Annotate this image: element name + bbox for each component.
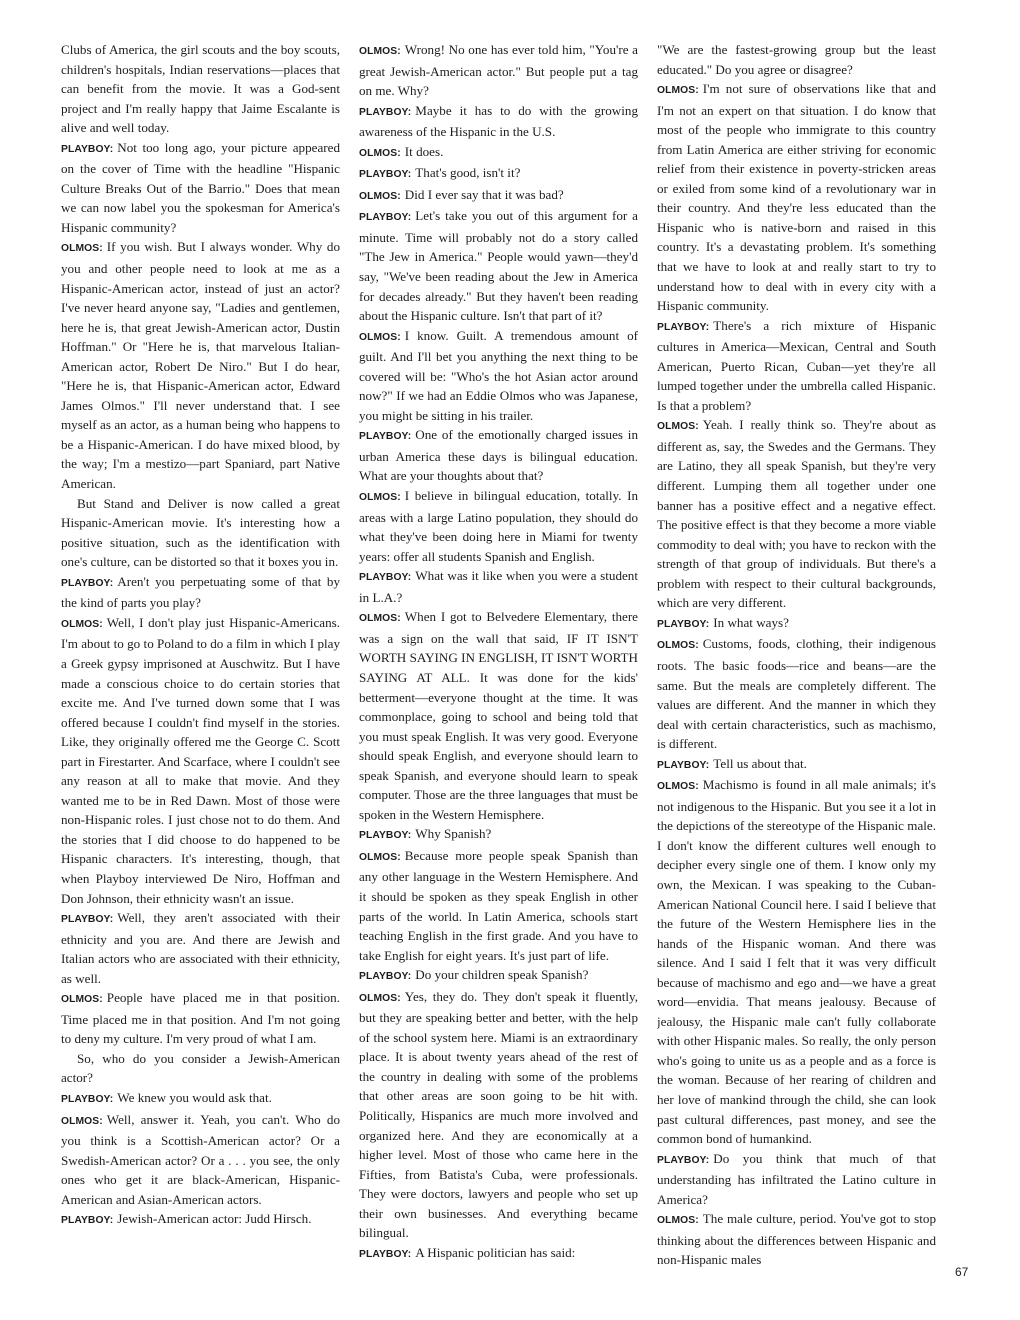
paragraph-text: When I got to Belvedere Elementary, there was a sign on the wall that said, IF IT ISN'T WORTH SAYING IN ENGLISH, IT ISN'T WORTH SAYING AT ALL. It was done for the kids' betterment—everyone thought at the time. It was commonplace, going to school and being told that you must speak English. It was very good. Everyone should speak English, and everyone should learn to speak Spanish, and everyone should learn to speak computer. Those are the three languages that must be spoken in the Western Hemisphere. — [359, 609, 638, 822]
article-paragraph — [359, 486, 638, 566]
speaker-label: PLAYBOY: — [61, 577, 114, 589]
speaker-label: OLMOS: — [61, 243, 103, 255]
paragraph-text: So, who do you consider a Jewish-American actor? — [61, 1050, 340, 1086]
speaker-label: PLAYBOY: — [359, 169, 412, 181]
speaker-label: OLMOS: — [657, 640, 699, 652]
article-paragraph — [61, 494, 340, 572]
speaker-label: PLAYBOY: — [657, 618, 710, 630]
paragraph-text: Because more people speak Spanish than any other language in the Western Hemisphere. And it should be spoken as they speak English in other parts of the world. In Latin America, schools start teaching English in the first grade. And you have to take English for eight years. It's just part of life. — [359, 847, 638, 963]
speaker-label: OLMOS: — [359, 147, 401, 159]
paragraph-text: "We are the fastest-growing group but the least educated." Do you agree or disagree? — [657, 42, 936, 77]
article-paragraph — [359, 425, 638, 486]
article-paragraph — [61, 988, 340, 1049]
paragraph-text: I believe in bilingual education, totally. In areas with a large Latino population, they should do what they've been doing here in Miami for twenty years: offer all students Spanish and English. — [359, 488, 638, 564]
article-paragraph — [61, 237, 340, 493]
speaker-label: PLAYBOY: — [359, 971, 412, 983]
article-paragraph — [359, 824, 638, 846]
speaker-label: OLMOS: — [657, 421, 699, 433]
article-paragraph — [61, 1049, 340, 1088]
speaker-label: OLMOS: — [61, 994, 103, 1006]
speaker-label: PLAYBOY: — [359, 212, 412, 224]
article-paragraph — [359, 987, 638, 1243]
article-paragraph — [359, 101, 638, 142]
speaker-label: OLMOS: — [359, 613, 401, 625]
article-paragraph — [61, 1209, 340, 1231]
speaker-label: OLMOS: — [657, 1215, 699, 1227]
paragraph-text: What was it like when you were a student in L.A.? — [359, 568, 638, 605]
paragraph-text: We knew you would ask that. — [117, 1089, 272, 1105]
speaker-label: OLMOS: — [359, 190, 401, 202]
paragraph-text: The male culture, period. You've got to stop thinking about the differences between Hispanic and non-Hispanic males — [657, 1211, 936, 1268]
speaker-label: PLAYBOY: — [657, 1154, 710, 1166]
speaker-label: PLAYBOY: — [61, 1093, 114, 1105]
paragraph-text: Tell us about that. — [713, 755, 807, 771]
paragraph-text: That's good, isn't it? — [415, 165, 521, 181]
article-paragraph — [657, 634, 936, 753]
paragraph-text: I'm not sure of observations like that and I'm not an expert on that situation. I do know that most of the people who immigrate to this country from Latin America are either striving for economic relief from their existence in poverty-stricken areas or exiled from some kind of a revolutionary war in their country. And they're less educated than the Hispanic who is native-born and raised in this country. It's a devastating problem. It's something that we have to look at and really start to try to understand how to deal with in every city with a Hispanic community. — [657, 81, 936, 314]
speaker-label: OLMOS: — [359, 851, 401, 863]
paragraph-text: Clubs of America, the girl scouts and the boy scouts, children's hospitals, Indian reservations—places that can benefit from the movie. It was a God-sent project and I'm really happy that Jaime Escalante is alive and well today. — [61, 42, 340, 136]
page-number: 67 — [955, 1265, 969, 1279]
speaker-label: PLAYBOY: — [359, 830, 412, 842]
paragraph-text: It does. — [404, 143, 444, 159]
article-paragraph — [61, 138, 340, 238]
paragraph-text: People have placed me in that position. Time placed me in that position. And I'm not going to deny my culture. I'm very proud of what I am. — [61, 990, 340, 1047]
speaker-label: OLMOS: — [359, 492, 401, 504]
text-column-3 — [657, 40, 936, 1302]
article-paragraph — [61, 908, 340, 988]
paragraph-text: Well, they aren't associated with their ethnicity and you are. And there are Jewish and Italian actors who are associated with their ethnicity, as well. — [61, 910, 340, 986]
article-paragraph — [61, 613, 340, 908]
paragraph-text: Aren't you perpetuating some of that by the kind of parts you play? — [61, 573, 340, 611]
article-paragraph — [359, 846, 638, 965]
article-paragraph — [359, 206, 638, 325]
article-paragraph — [359, 965, 638, 987]
speaker-label: PLAYBOY: — [359, 431, 412, 443]
speaker-label: PLAYBOY: — [359, 1248, 412, 1260]
paragraph-text: Machismo is found in all male animals; it's not indigenous to the Hispanic. But you see it a lot in the depictions of the stereotype of the Hispanic male. I don't know the different cultures well enough to decipher every single one of them. I know only my own, the Mexican. I was speaking to the Cuban-American National Council here. I said I believe that the future of the Western Hemisphere lies in the hands of the Hispanic woman. And there was silence. And I said I felt that it was very difficult because of machismo and ego and—we have a great word—envidia. That means jealousy. Because of jealousy, the Hispanic male can't fully collaborate with other Hispanic males. So really, the only person who's going to unite us as a people and as a force is the woman. Because of her rearing of children and her love of mankind through the child, she can look past cultural differences, past money, and see the common bond of humankind. — [657, 777, 936, 1147]
paragraph-text: Well, answer it. Yeah, you can't. Who do you think is a Scottish-American actor? Or a Swedish-American actor? Or a . . . you see, the only ones who get it are black-American, Hispanic-American and Asian-American actors. — [61, 1111, 340, 1207]
paragraph-text: Do you think that much of that understanding has infiltrated the Latino culture in America? — [657, 1150, 936, 1207]
paragraph-text: Not too long ago, your picture appeared on the cover of Time with the headline "Hispanic Culture Breaks Out of the Barrio." Does that mean we can now label you the spokesman for America's Hispanic community? — [61, 139, 340, 235]
article-paragraph — [359, 566, 638, 607]
speaker-label: OLMOS: — [61, 618, 103, 630]
article-paragraph — [359, 607, 638, 824]
speaker-label: PLAYBOY: — [61, 143, 114, 155]
article-paragraph — [657, 40, 936, 79]
text-column-2 — [359, 40, 638, 1302]
article-paragraph — [657, 1149, 936, 1210]
paragraph-text: In what ways? — [713, 614, 789, 630]
article-paragraph — [61, 1110, 340, 1210]
paragraph-text: One of the emotionally charged issues in urban America these days is bilingual education. What are your thoughts about that? — [359, 427, 638, 484]
article-paragraph — [61, 1088, 340, 1110]
speaker-label: OLMOS: — [657, 85, 699, 97]
article-paragraph — [657, 1209, 936, 1270]
paragraph-text: Customs, foods, clothing, their indigenous roots. The basic foods—rice and beans—are the same. But the meals are completely different. The values are different. And the manner in which they deal with certain characteristics, such as machismo, is different. — [657, 636, 936, 752]
paragraph-text: Do your children speak Spanish? — [415, 967, 589, 983]
article-paragraph — [657, 613, 936, 635]
paragraph-text: Did I ever say that it was bad? — [404, 186, 564, 202]
paragraph-text: Why Spanish? — [415, 826, 492, 842]
paragraph-text: But Stand and Deliver is now called a great Hispanic-American movie. It's interesting how a positive situation, such as the identification with one's culture, can be distorted so that it boxes you in. — [61, 495, 340, 570]
speaker-label: PLAYBOY: — [61, 1215, 114, 1227]
paragraph-text: Maybe it has to do with the growing awareness of the Hispanic in the U.S. — [359, 102, 638, 140]
paragraph-text: Yes, they do. They don't speak it fluently, but they are speaking better and better, with the help of the school system here. Miami is an extraordinary place. It is about twenty years ahead of the rest of the country in dealing with some of the problems that other areas are soon going to be hit with. Politically, Hispanics are much more involved and organized here. And they are economically at a higher level. Most of those who came here in the Fifties, from Batista's Cuba, were professionals. They were doctors, lawyers and people who set up their own businesses. And everything became bilingual. — [359, 988, 638, 1241]
paragraph-text: There's a rich mixture of Hispanic cultures in America—Mexican, Central and South American, Puerto Rican, Cuban—yet they're all lumped together under the umbrella called Hispanic. Is that a problem? — [657, 317, 936, 413]
article-paragraph — [657, 316, 936, 416]
article-paragraph — [359, 326, 638, 426]
paragraph-text: A Hispanic politician has said: — [415, 1244, 576, 1260]
speaker-label: PLAYBOY: — [359, 106, 412, 118]
paragraph-text: If you wish. But I always wonder. Why do you and other people need to look at me as a Hispanic-American actor, instead of just an actor? I've never heard anyone say, "Ladies and gentlemen, here he is, that great Jewish-American actor, Dustin Hoffman." Or "Here he is, that marvelous Italian-American actor, Robert De Niro." But I do hear, "Here he is, that Hispanic-American actor, Edward James Olmos." I'll never understand that. I see myself as an actor, as a human being who happens to be a Hispanic-American. I do have mixed blood, by the way; I'm a mestizo—part Spaniard, part Native American. — [61, 239, 340, 492]
speaker-label: PLAYBOY: — [657, 321, 710, 333]
article-paragraph — [359, 185, 638, 207]
paragraph-text: Wrong! No one has ever told him, "You're a great Jewish-American actor." But people put a tag on me. Why? — [359, 42, 638, 99]
article-paragraph — [657, 415, 936, 612]
speaker-label: PLAYBOY: — [61, 914, 114, 926]
speaker-label: PLAYBOY: — [657, 759, 710, 771]
speaker-label: OLMOS: — [61, 1115, 103, 1127]
paragraph-text: Jewish-American actor: Judd Hirsch. — [117, 1211, 312, 1227]
speaker-label: OLMOS: — [359, 46, 401, 57]
article-paragraph — [61, 572, 340, 613]
speaker-label: OLMOS: — [359, 331, 401, 343]
article-paragraph — [359, 163, 638, 185]
article-paragraph — [359, 1243, 638, 1265]
paragraph-text: Yeah. I really think so. They're about as different as, say, the Swedes and the Germans. They are Latino, they all speak Spanish, but they're very different. Lumping them all together under one banner has a positive effect and a negative effect. The positive effect is that they become a more viable commodity to deal with; you have to reckon with the strength of that group of individuals. But there's a problem with respect to their cultural backgrounds, which are very different. — [657, 417, 936, 611]
article-paragraph — [657, 79, 936, 316]
paragraph-text: Let's take you out of this argument for a minute. Time will probably not do a story called "The Jew in America." People would yawn—they'd say, "We've been reading about the Jew in America for decades already." But they haven't been reading about the Hispanic culture. Isn't that part of it? — [359, 208, 638, 324]
paragraph-text: I know. Guilt. A tremendous amount of guilt. And I'll bet you anything the next thing to be covered will be: "Who's the hot Asian actor around now?" If we had an Eddie Olmos who was Japanese, you might be sitting in his trailer. — [359, 327, 638, 423]
article-paragraph — [359, 142, 638, 164]
article-paragraph — [359, 40, 638, 101]
speaker-label: OLMOS: — [359, 992, 401, 1004]
article-paragraph — [657, 775, 936, 1148]
speaker-label: OLMOS: — [657, 781, 699, 793]
speaker-label: PLAYBOY: — [359, 572, 412, 584]
article-paragraph — [657, 754, 936, 776]
text-column-1 — [61, 40, 340, 1302]
paragraph-text: Well, I don't play just Hispanic-Americans. I'm about to go to Poland to do a film in which I play a Greek gypsy imprisoned at Auschwitz. But I have made a conscious choice to do certain stories that excite me. And I've turned down some that I was offered because I couldn't find myself in the stories. Like, they originally offered me the George C. Scott part in Firestarter. And Scarface, where I couldn't see any reason at all to make that movie. And they wanted me to be in Red Dawn. Most of those were non-Hispanic roles. I just chose not to do them. And the stories that I did choose to do happened to be Hispanic characters. It's interesting, though, that when Playboy interviewed De Niro, Hoffman and Don Johnson, their ethnicity wasn't an issue. — [61, 614, 340, 906]
article-paragraph — [61, 40, 340, 138]
